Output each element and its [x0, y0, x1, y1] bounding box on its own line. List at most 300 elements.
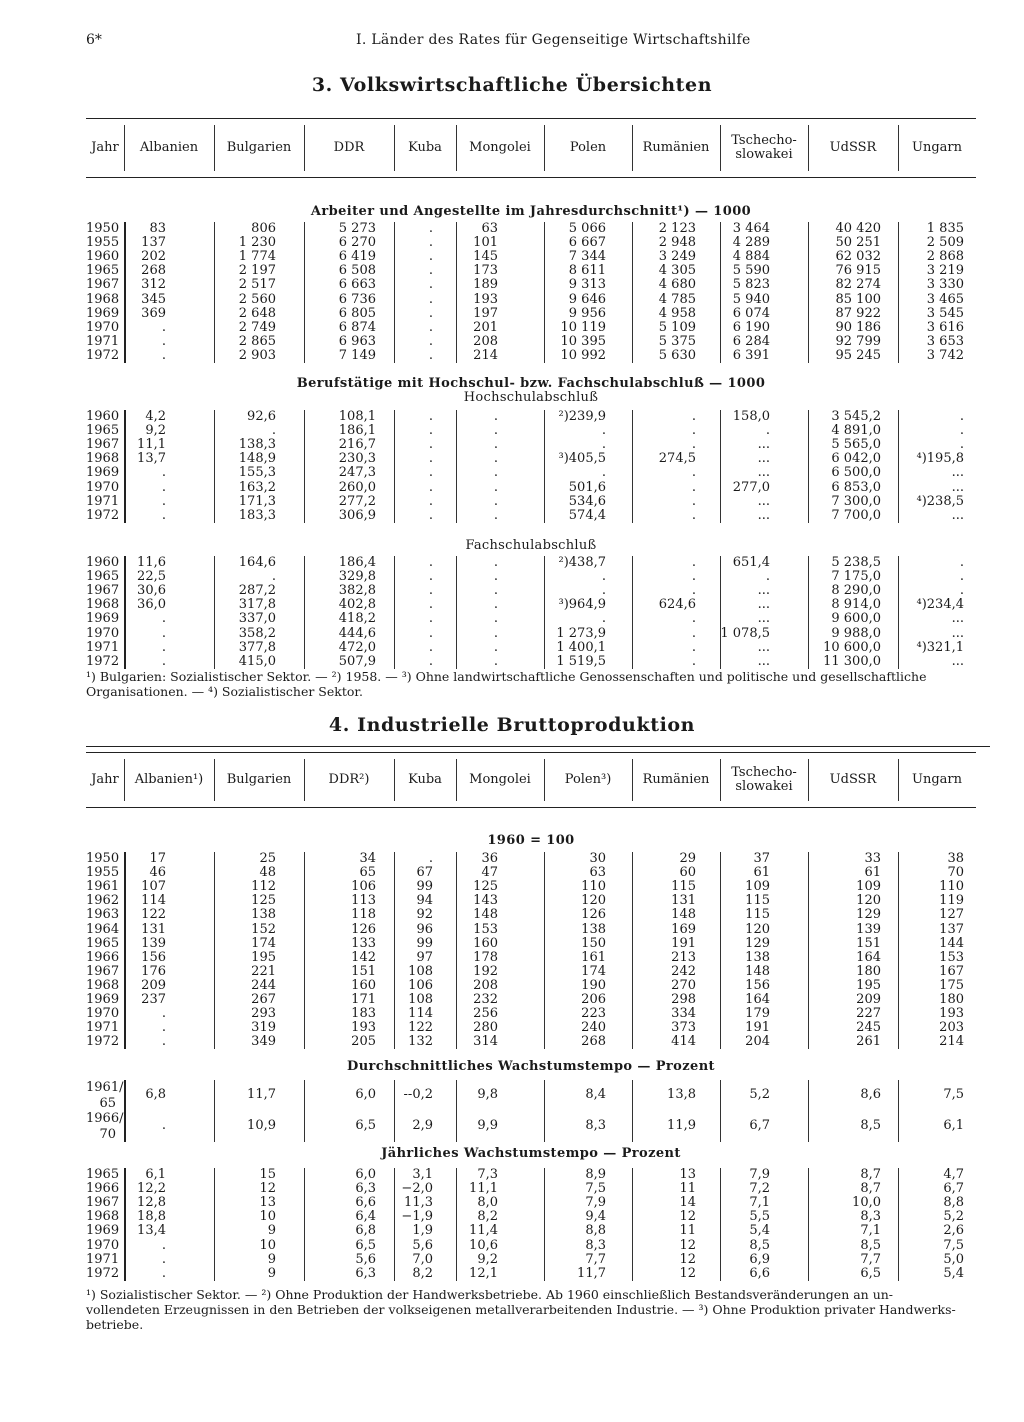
cell-ddr: 6,0 — [355, 1087, 376, 1102]
cell-ddr: 6,5 — [355, 1237, 376, 1253]
cell-mongolei: 125 — [473, 879, 498, 895]
cell-udssr: 6 042,0 — [831, 451, 881, 467]
cell-rumaenien: . — [691, 639, 696, 655]
section-4-footnotes — [86, 1287, 990, 1332]
column-rule — [544, 410, 545, 523]
section-3-block-1-title: Arbeiter und Angestellte im Jahresdurchschnitt¹) — 1000 — [310, 204, 752, 219]
cell-ungarn: 127 — [939, 907, 964, 923]
cell-polen: 63 — [589, 865, 606, 881]
cell-udssr: 5 565,0 — [831, 437, 881, 453]
cell-albanien: . — [161, 1034, 166, 1050]
table-row — [86, 598, 976, 612]
cell-ddr: 5 273 — [338, 221, 376, 236]
column-rule — [124, 1080, 126, 1142]
cell-albanien: 122 — [141, 907, 166, 923]
cell-tschechoslowakei: 6 074 — [732, 305, 770, 321]
cell-ddr: 126 — [351, 921, 376, 937]
cell-bulgarien: 148,9 — [238, 451, 276, 467]
column-header-year: Jahr — [91, 772, 119, 787]
cell-polen: 534,6 — [568, 493, 606, 509]
cell-tschechoslowakei: 138 — [745, 949, 770, 965]
cell-rumaenien: 12 — [679, 1251, 696, 1267]
cell-albanien: . — [161, 653, 166, 669]
cell-ungarn: 3 465 — [926, 291, 964, 307]
cell-year: 1965 — [86, 935, 120, 951]
cell-kuba: . — [428, 625, 433, 641]
cell-year: 1967 — [86, 963, 120, 979]
cell-polen: . — [601, 569, 606, 585]
cell-albanien: . — [161, 333, 166, 349]
column-rule — [124, 1168, 126, 1281]
cell-kuba: . — [428, 249, 433, 265]
column-rule — [720, 556, 721, 669]
column-header-ddr: DDR — [333, 140, 365, 155]
cell-ddr: 6 663 — [338, 277, 376, 293]
column-separator — [124, 125, 125, 171]
cell-kuba: . — [428, 409, 433, 424]
cell-mongolei: 208 — [473, 333, 498, 349]
cell-kuba: . — [428, 451, 433, 467]
cell-udssr: 109 — [856, 879, 881, 895]
cell-kuba: . — [428, 277, 433, 293]
cell-rumaenien: 12 — [679, 1237, 696, 1253]
cell-bulgarien: 806 — [251, 221, 276, 236]
cell-bulgarien: . — [271, 423, 276, 439]
cell-albanien: 202 — [141, 249, 166, 265]
cell-kuba: . — [428, 639, 433, 655]
cell-udssr: 7,1 — [860, 1223, 881, 1239]
cell-bulgarien: 174 — [251, 935, 276, 951]
table-row — [86, 1210, 976, 1224]
column-rule — [394, 852, 395, 1049]
cell-polen: ²)239,9 — [558, 409, 606, 424]
column-rule — [304, 1080, 305, 1142]
table-row — [86, 1080, 976, 1111]
cell-udssr: 227 — [856, 1006, 881, 1022]
column-rule — [124, 222, 126, 363]
column-separator — [456, 759, 457, 801]
cell-bulgarien: 163,2 — [238, 479, 276, 495]
cell-albanien: 139 — [141, 935, 166, 951]
cell-bulgarien: 164,6 — [238, 555, 276, 570]
cell-year: 1972 — [86, 1034, 120, 1050]
cell-tschechoslowakei: 6 190 — [732, 319, 770, 335]
cell-ddr: 65 — [359, 865, 376, 881]
cell-tschechoslowakei: 7,2 — [749, 1181, 770, 1197]
column-rule — [214, 852, 215, 1049]
cell-albanien: 268 — [141, 263, 166, 279]
cell-mongolei: . — [493, 451, 498, 467]
column-rule — [214, 410, 215, 523]
cell-ddr: 6,3 — [355, 1181, 376, 1197]
table-row — [86, 641, 976, 655]
cell-polen: 206 — [581, 992, 606, 1007]
cell-mongolei: 197 — [473, 305, 498, 321]
cell-albanien: 137 — [141, 235, 166, 251]
cell-ungarn: 8,8 — [943, 1195, 964, 1211]
cell-year: 1968 — [86, 451, 120, 467]
cell-kuba: 11,3 — [404, 1195, 433, 1211]
cell-albanien: 18,8 — [137, 1209, 166, 1225]
column-header-bulgarien: Bulgarien — [226, 140, 292, 155]
cell-polen: 9 646 — [568, 291, 606, 307]
cell-udssr: 95 245 — [835, 347, 881, 363]
column-rule — [304, 410, 305, 523]
cell-year: 1968 — [86, 1209, 120, 1225]
cell-ungarn: 70 — [947, 865, 964, 881]
cell-udssr: 5 238,5 — [831, 555, 881, 570]
cell-udssr: 9 988,0 — [831, 625, 881, 641]
column-rule — [632, 556, 633, 669]
cell-ungarn: ... — [951, 653, 964, 669]
cell-tschechoslowakei: 109 — [745, 879, 770, 895]
cell-bulgarien: 319 — [251, 1020, 276, 1036]
column-rule — [808, 410, 809, 523]
cell-polen: ³)405,5 — [558, 451, 606, 467]
column-rule — [544, 852, 545, 1049]
cell-rumaenien: 4 680 — [658, 277, 696, 293]
column-separator — [304, 125, 305, 171]
column-separator — [720, 759, 721, 801]
cell-tschechoslowakei: ... — [757, 437, 770, 453]
cell-ddr: 186,4 — [338, 555, 376, 570]
cell-kuba: 1,9 — [412, 1223, 433, 1239]
cell-tschechoslowakei: 7,1 — [749, 1195, 770, 1211]
cell-ungarn: 214 — [939, 1034, 964, 1050]
cell-tschechoslowakei: 61 — [753, 865, 770, 881]
table-row — [86, 452, 976, 466]
cell-rumaenien: . — [691, 555, 696, 570]
cell-albanien: . — [161, 625, 166, 641]
cell-udssr: 62 032 — [835, 249, 881, 265]
cell-udssr: 151 — [856, 935, 881, 951]
cell-albanien: 17 — [149, 851, 166, 866]
column-separator — [632, 125, 633, 171]
column-rule — [544, 556, 545, 669]
cell-rumaenien: 11 — [679, 1223, 696, 1239]
cell-year: 1955 — [86, 235, 120, 251]
table-row — [86, 278, 976, 292]
cell-ungarn: 2,6 — [943, 1223, 964, 1239]
cell-tschechoslowakei: 37 — [753, 851, 770, 866]
table-row — [86, 1007, 976, 1021]
cell-udssr: 8,7 — [860, 1167, 881, 1182]
cell-kuba: 5,6 — [412, 1237, 433, 1253]
cell-bulgarien: 287,2 — [238, 583, 276, 599]
cell-polen: 30 — [589, 851, 606, 866]
cell-tschechoslowakei: ... — [757, 583, 770, 599]
column-header-ddr: DDR²) — [328, 772, 370, 787]
table-row — [86, 349, 976, 363]
cell-ddr: 6,6 — [355, 1195, 376, 1211]
cell-mongolei: 160 — [473, 935, 498, 951]
cell-tschechoslowakei: ... — [757, 653, 770, 669]
cell-bulgarien: 11,7 — [247, 1087, 276, 1102]
cell-ungarn: 5,0 — [943, 1251, 964, 1267]
cell-polen: 138 — [581, 921, 606, 937]
column-rule — [214, 556, 215, 669]
cell-tschechoslowakei: 5,5 — [749, 1209, 770, 1225]
cell-tschechoslowakei: 115 — [745, 907, 770, 923]
cell-polen: ³)964,9 — [558, 597, 606, 613]
cell-year: 1965 — [86, 569, 120, 585]
cell-kuba: . — [428, 653, 433, 669]
cell-year: 1967 — [86, 277, 120, 293]
cell-kuba: 97 — [416, 949, 433, 965]
column-separator — [214, 759, 215, 801]
cell-year: 1970 — [86, 1237, 120, 1253]
cell-udssr: 209 — [856, 992, 881, 1007]
cell-rumaenien: 4 305 — [658, 263, 696, 279]
cell-ddr: 472,0 — [338, 639, 376, 655]
cell-polen: 190 — [581, 977, 606, 993]
section-4-footnote-line-2: vollendeten Erzeugnissen in den Betrieben der volkseigenen metallverarbeitenden Industrie. — ³) Ohne Produktion privater Handwerks- — [86, 1302, 956, 1317]
table-row — [86, 866, 976, 880]
cell-rumaenien: 3 249 — [658, 249, 696, 265]
cell-ddr: 108,1 — [338, 409, 376, 424]
cell-ungarn: 144 — [939, 935, 964, 951]
cell-polen: 110 — [581, 879, 606, 895]
cell-bulgarien: 138 — [251, 907, 276, 923]
cell-rumaenien: . — [691, 569, 696, 585]
cell-tschechoslowakei: 158,0 — [732, 409, 770, 424]
column-header-ungarn: Ungarn — [912, 140, 962, 155]
column-separator — [544, 759, 545, 801]
cell-rumaenien: 191 — [671, 935, 696, 951]
cell-ungarn: . — [959, 569, 964, 585]
cell-udssr: 129 — [856, 907, 881, 923]
cell-ddr: 6,5 — [355, 1118, 376, 1133]
cell-albanien: . — [161, 479, 166, 495]
cell-rumaenien: 5 630 — [658, 347, 696, 363]
table-row — [86, 1168, 976, 1182]
cell-tschechoslowakei: 6 391 — [732, 347, 770, 363]
cell-mongolei: . — [493, 423, 498, 439]
cell-polen: . — [601, 465, 606, 481]
cell-year: 1963 — [86, 907, 120, 923]
table-row — [86, 584, 976, 598]
cell-bulgarien: 15 — [259, 1167, 276, 1182]
cell-mongolei: . — [493, 409, 498, 424]
cell-ungarn: ... — [951, 479, 964, 495]
cell-bulgarien: 92,6 — [247, 409, 276, 424]
cell-kuba: 2,9 — [412, 1118, 433, 1133]
cell-rumaenien: 414 — [671, 1034, 696, 1050]
cell-polen: 6 667 — [568, 235, 606, 251]
column-rule — [720, 1168, 721, 1281]
cell-kuba: --0,2 — [403, 1087, 433, 1102]
cell-polen: 8,3 — [585, 1118, 606, 1133]
cell-mongolei: . — [493, 639, 498, 655]
cell-ddr: 6,8 — [355, 1223, 376, 1239]
cell-ungarn: 3 330 — [926, 277, 964, 293]
column-rule — [808, 1168, 809, 1281]
cell-polen: 10 119 — [560, 319, 606, 335]
cell-polen: 174 — [581, 963, 606, 979]
column-header-tschechoslowakei: Tschecho- slowakei — [731, 133, 797, 162]
cell-udssr: 8,6 — [860, 1087, 881, 1102]
cell-udssr: 11 300,0 — [823, 653, 881, 669]
cell-mongolei: 145 — [473, 249, 498, 265]
cell-rumaenien: 242 — [671, 963, 696, 979]
cell-udssr: 87 922 — [835, 305, 881, 321]
cell-tschechoslowakei: ... — [757, 611, 770, 627]
cell-bulgarien: 10 — [259, 1209, 276, 1225]
cell-kuba: 122 — [408, 1020, 433, 1036]
cell-year: 1970 — [86, 625, 120, 641]
cell-tschechoslowakei: 5,2 — [749, 1087, 770, 1102]
cell-polen: 7,9 — [585, 1195, 606, 1211]
cell-polen: 9,4 — [585, 1209, 606, 1225]
cell-tschechoslowakei: 148 — [745, 963, 770, 979]
table-row — [86, 655, 976, 669]
cell-polen: 8 611 — [568, 263, 606, 279]
cell-rumaenien: 298 — [671, 992, 696, 1007]
cell-kuba: . — [428, 437, 433, 453]
table-row — [86, 880, 976, 894]
cell-polen: . — [601, 583, 606, 599]
cell-polen: 8,8 — [585, 1223, 606, 1239]
cell-albanien: 176 — [141, 963, 166, 979]
cell-albanien: . — [161, 1265, 166, 1281]
cell-rumaenien: 60 — [679, 865, 696, 881]
cell-bulgarien: 244 — [251, 977, 276, 993]
cell-ddr: 183 — [351, 1006, 376, 1022]
cell-polen: 7,5 — [585, 1181, 606, 1197]
column-rule — [808, 852, 809, 1049]
cell-kuba: . — [428, 597, 433, 613]
cell-polen: 10 992 — [560, 347, 606, 363]
cell-mongolei: . — [493, 583, 498, 599]
column-header-albanien: Albanien — [139, 140, 199, 155]
cell-albanien: 11,6 — [137, 555, 166, 570]
cell-mongolei: 314 — [473, 1034, 498, 1050]
column-rule — [898, 1080, 899, 1142]
cell-kuba: −1,9 — [401, 1209, 433, 1225]
table-row — [86, 993, 976, 1007]
cell-ungarn: . — [959, 423, 964, 439]
column-rule — [304, 556, 305, 669]
cell-bulgarien: 155,3 — [238, 465, 276, 481]
column-rule — [720, 1080, 721, 1142]
cell-mongolei: . — [493, 465, 498, 481]
cell-rumaenien: 148 — [671, 907, 696, 923]
cell-ungarn: 2 509 — [926, 235, 964, 251]
cell-year: 1955 — [86, 865, 120, 881]
table-row — [86, 250, 976, 264]
cell-mongolei: . — [493, 555, 498, 570]
cell-ddr: 6 419 — [338, 249, 376, 265]
cell-tschechoslowakei: ... — [757, 507, 770, 523]
cell-kuba: . — [428, 291, 433, 307]
running-title: I. Länder des Rates für Gegenseitige Wirtschaftshilfe — [356, 32, 751, 48]
table-row — [86, 1021, 976, 1035]
cell-udssr: 120 — [856, 893, 881, 909]
column-rule — [394, 1168, 395, 1281]
cell-mongolei: . — [493, 653, 498, 669]
cell-rumaenien: 12 — [679, 1209, 696, 1225]
cell-tschechoslowakei: 191 — [745, 1020, 770, 1036]
cell-bulgarien: 12 — [259, 1181, 276, 1197]
cell-year: 1970 — [86, 1006, 120, 1022]
cell-mongolei: . — [493, 569, 498, 585]
cell-polen: 126 — [581, 907, 606, 923]
cell-bulgarien: 349 — [251, 1034, 276, 1050]
column-rule — [456, 410, 457, 523]
cell-ungarn: 203 — [939, 1020, 964, 1036]
cell-ddr: 193 — [351, 1020, 376, 1036]
column-header-udssr: UdSSR — [829, 140, 877, 155]
cell-bulgarien: 2 749 — [238, 319, 276, 335]
column-rule — [456, 222, 457, 363]
table-row — [86, 852, 976, 866]
cell-mongolei: 8,2 — [477, 1209, 498, 1225]
table-row — [86, 307, 976, 321]
table-row — [86, 321, 976, 335]
table-row — [86, 1224, 976, 1238]
cell-rumaenien: 13 — [679, 1167, 696, 1182]
cell-kuba: . — [428, 569, 433, 585]
column-header-bulgarien: Bulgarien — [226, 772, 292, 787]
column-rule — [394, 556, 395, 669]
cell-year: 1966 — [86, 1181, 120, 1197]
column-rule — [124, 852, 126, 1049]
cell-polen: 120 — [581, 893, 606, 909]
cell-udssr: 3 545,2 — [831, 409, 881, 424]
cell-year: 1971 — [86, 1020, 120, 1036]
cell-udssr: 139 — [856, 921, 881, 937]
cell-year: 1972 — [86, 653, 120, 669]
cell-udssr: 8 914,0 — [831, 597, 881, 613]
cell-tschechoslowakei: 1 078,5 — [720, 625, 770, 641]
cell-mongolei: . — [493, 479, 498, 495]
cell-year: 1964 — [86, 921, 120, 937]
cell-ungarn: 193 — [939, 1006, 964, 1022]
cell-tschechoslowakei: ... — [757, 639, 770, 655]
cell-udssr: 61 — [864, 865, 881, 881]
cell-mongolei: 101 — [473, 235, 498, 251]
column-header-polen: Polen³) — [564, 772, 612, 787]
cell-rumaenien: 2 948 — [658, 235, 696, 251]
cell-udssr: 8,3 — [860, 1209, 881, 1225]
cell-rumaenien: 624,6 — [658, 597, 696, 613]
section-4-block-2-title: Durchschnittliches Wachstumstempo — Prozent — [347, 1059, 715, 1074]
cell-year: 1966 — [86, 949, 120, 965]
cell-kuba: 99 — [416, 935, 433, 951]
cell-year: 1969 — [86, 611, 120, 627]
cell-albanien: . — [161, 347, 166, 363]
cell-bulgarien: 9 — [267, 1251, 276, 1267]
cell-udssr: 195 — [856, 977, 881, 993]
cell-ddr: 6 736 — [338, 291, 376, 307]
column-separator — [456, 125, 457, 171]
cell-year: 1968 — [86, 977, 120, 993]
cell-bulgarien: 10,9 — [247, 1118, 276, 1133]
cell-ungarn: 6,7 — [943, 1181, 964, 1197]
table-row — [86, 222, 976, 236]
cell-udssr: 33 — [864, 851, 881, 866]
cell-kuba: 94 — [416, 893, 433, 909]
cell-udssr: 40 420 — [835, 221, 881, 236]
cell-kuba: 7,0 — [412, 1251, 433, 1267]
cell-udssr: 7 700,0 — [831, 507, 881, 523]
table-row — [86, 1196, 976, 1210]
cell-year: 1966/ 70 — [86, 1111, 124, 1142]
cell-albanien: . — [161, 639, 166, 655]
cell-rumaenien: . — [691, 409, 696, 424]
table-row — [86, 424, 976, 438]
cell-albanien: 156 — [141, 949, 166, 965]
